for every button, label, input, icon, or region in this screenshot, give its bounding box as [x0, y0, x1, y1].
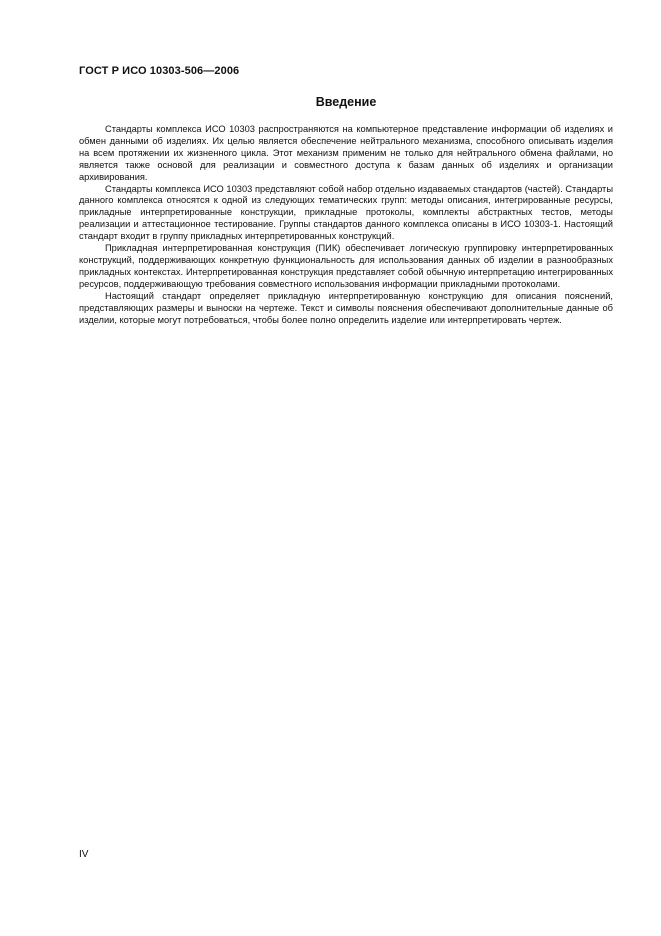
document-header: ГОСТ Р ИСО 10303-506—2006: [79, 65, 240, 77]
body-text: [79, 124, 613, 326]
page-number: IV: [79, 849, 89, 860]
paragraph: Стандарты комплекса ИСО 10303 представляют собой набор отдельно издаваемых стандартов (частей). Стандарты данного комплекса относятся к одной из следующих тематических групп: методы описания, интегрированные ресурсы, прикладные интерпретированные конструкции, прикладные протоколы, комплекты абстрактных тестов, методы реализации и аттестационное тестирование. Группы стандартов данного комплекса описаны в ИСО 10303-1. Настоящий стандарт входит в группу прикладных интерпретированных конструкций.: [79, 183, 613, 242]
paragraph: Стандарты комплекса ИСО 10303 распространяются на компьютерное представление информации об изделиях и обмен данными об изделиях. Их целью является обеспечение нейтрального механизма, способного описывать изделия на всем протяжении их жизненного цикла. Этот механизм применим не только для нейтрального обмена файлами, но является также основой для реализации и совместного доступа к базам данных об изделиях и организации архивирования.: [79, 124, 613, 182]
paragraph: Прикладная интерпретированная конструкция (ПИК) обеспечивает логическую группировку интерпретированных конструкций, поддерживающих конкретную функциональность для использования данных об изделии в разнообразных прикладных контекстах. Интерпретированная конструкция представляет собой обычную интерпретацию интегрированных ресурсов, поддерживающую требования совместного использования информации прикладными протоколами.: [79, 243, 613, 289]
section-title: Введение: [315, 95, 377, 109]
paragraph: Настоящий стандарт определяет прикладную интерпретированную конструкцию для описания пояснений, представляющих размеры и выноски на чертеже. Текст и символы пояснения обеспечивают дополнительные данные об изделии, которые могут потребоваться, чтобы более полно определить изделие или интерпретировать чертеж.: [79, 290, 613, 325]
